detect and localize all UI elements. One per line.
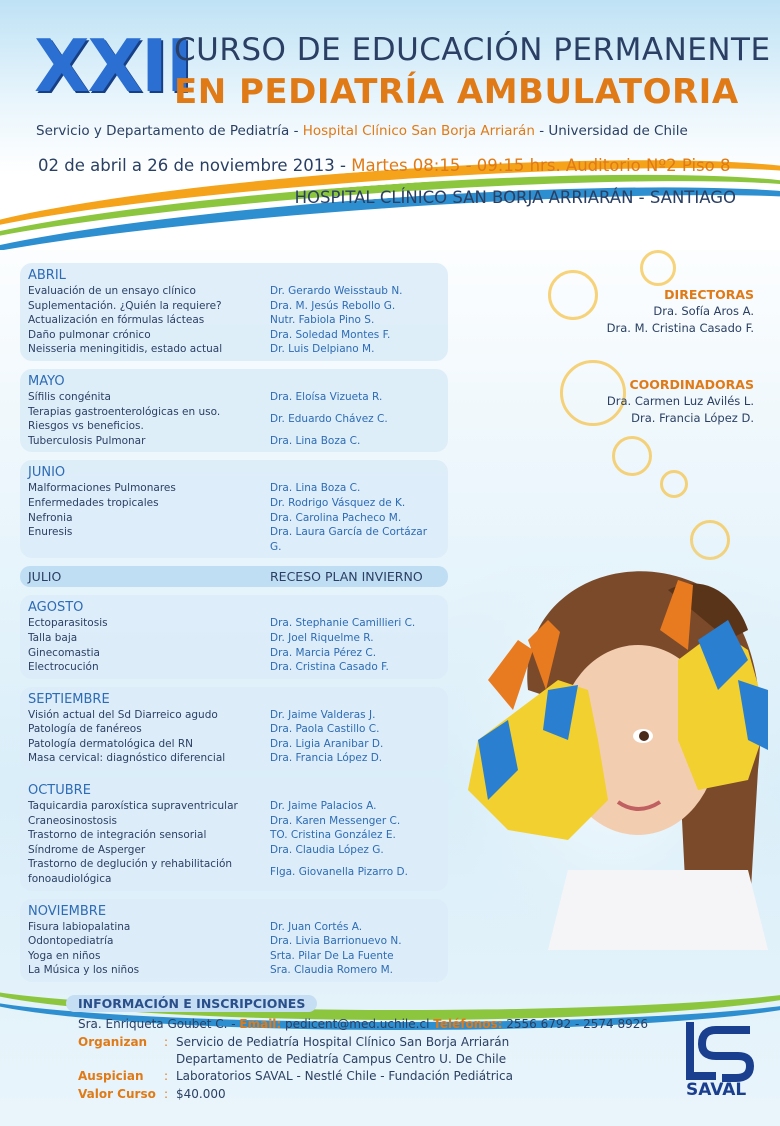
colon: : [164,1069,169,1083]
doctor: Dra. Paola Castillo C. [270,723,380,736]
doctor: Dra. Ligia Aranibar D. [270,737,384,750]
topic: Trastorno de deglución y rehabilitación fonoaudiológica [28,858,233,886]
topic: Nefronia [28,511,73,524]
doctor: Dra. Soledad Montes F. [270,328,391,341]
doctor: Dra. Claudia López G. [270,843,384,856]
doctor: Dr. Luis Delpiano M. [270,343,375,356]
doctor: Dra. Laura García de Cortázar G. [270,526,428,553]
topic: Electrocución [28,661,99,674]
topic: Visión actual del Sd Diarreico agudo [28,708,218,721]
recess-row-julio [20,566,448,587]
month-name: OCTUBRE [28,783,91,799]
topic: Odontopediatría [28,935,114,948]
doctor: Dr. Juan Cortés A. [270,920,363,933]
month-name: AGOSTO [28,600,84,616]
table-row [28,660,440,675]
month-name: MAYO [28,373,65,389]
decor-ring [660,470,688,498]
auspician-label: Auspician [78,1069,144,1083]
topic: Masa cervical: diagnóstico diferencial [28,752,226,765]
table-row [28,313,440,328]
topic: Fisura labiopalatina [28,920,131,933]
course-place: HOSPITAL CLÍNICO SAN BORJA ARRIARÁN - SANTIAGO [294,188,736,207]
table-row [28,405,440,434]
colon: : [164,1035,169,1049]
doctor: Dra. M. Jesús Rebollo G. [270,299,396,312]
phones-label: Teléfonos: [433,1017,503,1031]
doctor: Dra. Lina Boza C. [270,482,361,495]
topic: Ectoparasitosis [28,617,108,630]
subtitle: Servicio y Departamento de Pediatría - Hospital Clínico San Borja Arriarán - Universidad de Chile [36,123,688,139]
edition-number: XXII [34,24,191,108]
director-name: Dra. Sofía Aros A. [653,304,754,318]
topic: Suplementación. ¿Quién la requiere? [28,299,222,312]
doctor: Dra. Carolina Pacheco M. [270,511,402,524]
topic: Síndrome de Asperger [28,843,146,856]
saval-logo-text: SAVAL [686,1080,747,1100]
table-row [28,616,440,631]
topic: Terapias gastroenterológicas en uso. Riesgos vs beneficios. [28,405,221,433]
month-block-junio [20,460,448,558]
recess-label: RECESO PLAN INVIERNO [270,569,423,585]
doctor: Dr. Gerardo Weisstaub N. [270,285,403,297]
topic: Talla baja [28,631,78,644]
organizan-line: Departamento de Pediatría Campus Centro U. De Chile [176,1052,507,1066]
topic: Yoga en niños [28,949,101,962]
organizan-value [176,1034,509,1068]
topic: Neisseria meningitidis, estado actual [28,343,223,356]
contact-name: Sra. Enriqueta Goubet C. - [78,1017,240,1031]
topic: Craneosinostosis [28,814,117,827]
doctor: Dra. Livia Barrionuevo N. [270,935,402,948]
month-block-octubre [20,778,448,891]
doctor: Dr. Eduardo Chávez C. [270,412,388,425]
table-row [28,751,440,766]
table-row [28,646,440,661]
topic: Enuresis [28,526,73,539]
topic: Enfermedades tropicales [28,496,159,509]
month-block-abril [20,263,448,361]
topic: Daño pulmonar crónico [28,328,151,341]
table-row [28,284,440,299]
month-name: SEPTIEMBRE [28,691,110,707]
topic: Taquicardia paroxística supraventricular [28,800,238,813]
month-block-mayo [20,369,448,452]
child-painted-hands-photo [448,540,780,950]
table-row [28,299,440,314]
course-dates: 02 de abril a 26 de noviembre 2013 - Martes 08:15 - 09:15 hrs. Auditorio Nº2 Piso 8 [38,156,731,175]
table-row [28,328,440,343]
doctor: TO. Cristina González E. [270,829,396,842]
topic: Patología dermatológica del RN [28,737,193,750]
organizan-line: Servicio de Pediatría Hospital Clínico San Borja Arriarán [176,1035,510,1049]
month-name: JULIO [28,569,62,585]
directors-heading: DIRECTORAS [664,287,754,302]
table-row [28,525,440,554]
table-row [28,722,440,737]
decor-ring [548,270,598,320]
doctor: Dra. Lina Boza C. [270,434,361,447]
directors-block [607,286,754,337]
table-row [28,828,440,843]
doctor: Dra. Marcia Pérez C. [270,646,377,659]
contact-line [78,1017,648,1031]
doctor: Dra. Karen Messenger C. [270,814,401,827]
topic: Ginecomastia [28,646,100,659]
doctor: Nutr. Fabiola Pino S. [270,314,375,327]
organizan-label: Organizan [78,1035,148,1049]
valor-row [78,1086,226,1103]
title-line-1: CURSO DE EDUCACIÓN PERMANENTE [174,32,771,68]
table-row [28,481,440,496]
email-link[interactable]: pedicent@med.uchile.cl [285,1017,430,1031]
month-name: NOVIEMBRE [28,903,107,919]
table-row [28,920,440,935]
doctor: Sra. Claudia Romero M. [270,964,393,977]
doctor: Dra. Stephanie Camillieri C. [270,617,416,630]
table-row [28,496,440,511]
table-row [28,511,440,526]
topic: Evaluación de un ensayo clínico [28,285,196,297]
month-block-agosto [20,595,448,678]
table-row [28,342,440,357]
table-row [28,814,440,829]
table-row [28,631,440,646]
valor-value: $40.000 [176,1087,226,1101]
table-row [28,737,440,752]
table-row [28,857,440,886]
table-row [28,843,440,858]
doctor: Dra. Francia López D. [270,752,383,765]
topic: Actualización en fórmulas lácteas [28,314,205,327]
topic: Trastorno de integración sensorial [28,829,207,842]
auspician-value: Laboratorios SAVAL - Nestlé Chile - Fundación Pediátrica [176,1069,513,1083]
organizan-row [78,1034,509,1068]
table-row [28,434,440,449]
phones: 2556 6792 - 2574 8926 [506,1017,648,1031]
topic: Patología de fanéreos [28,723,142,736]
course-schedule [20,263,448,990]
table-row [28,708,440,723]
email-label: Email: [239,1017,282,1031]
doctor: Dr. Jaime Valderas J. [270,708,376,721]
auspician-row [78,1068,513,1085]
doctor: Dr. Rodrigo Vásquez de K. [270,496,406,509]
info-heading: INFORMACIÓN E INSCRIPCIONES [66,995,317,1012]
month-name: JUNIO [28,465,66,481]
doctor: Srta. Pilar De La Fuente [270,949,394,962]
doctor: Dr. Jaime Palacios A. [270,800,377,813]
title-line-2: EN PEDIATRÍA AMBULATORIA [174,72,739,112]
decor-ring [640,250,676,286]
table-row [28,799,440,814]
colon: : [164,1087,169,1101]
doctor: Dra. Cristina Casado F. [270,661,389,674]
doctor: Dr. Joel Riquelme R. [270,631,374,644]
doctor: Dra. Eloísa Vizueta R. [270,390,383,403]
coordinator-name: Dra. Carmen Luz Avilés L. [606,394,754,408]
coordinators-heading: COORDINADORAS [629,377,754,392]
topic: Sífilis congénita [28,390,111,403]
doctor: Flga. Giovanella Pizarro D. [270,865,408,878]
topic: La Música y los niños [28,964,140,977]
coordinator-name: Dra. Francia López D. [631,411,754,425]
valor-label: Valor Curso [78,1087,156,1101]
decor-ring [612,436,652,476]
topic: Tuberculosis Pulmonar [28,434,146,447]
topic: Malformaciones Pulmonares [28,482,176,495]
table-row [28,390,440,405]
director-name: Dra. M. Cristina Casado F. [606,321,754,335]
month-block-septiembre [20,687,448,770]
month-name: ABRIL [28,268,66,283]
coordinators-block [607,376,754,427]
